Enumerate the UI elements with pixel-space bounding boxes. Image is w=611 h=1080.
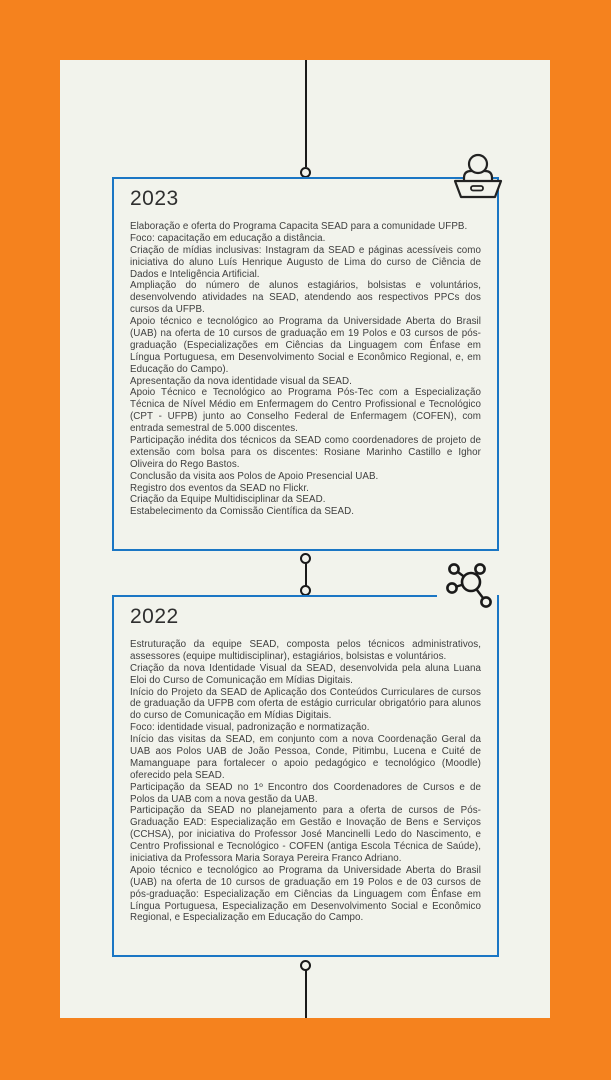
timeline-node — [300, 960, 311, 971]
year-title-2022: 2022 — [130, 605, 179, 628]
timeline-item: Apoio técnico e tecnológico ao Programa da Universidade Aberta do Brasil (UAB) na oferta de 10 cursos de graduação em 19 Polos e 03 cursos de pós-graduação (Especializações em Ciências da Linguagem com Ênfase em Língua Portuguesa, em Desenvolvimento Social e Econômico Regional, e, em Educação do Campo). — [130, 316, 481, 375]
year-box-2023 — [112, 177, 499, 551]
timeline-item: Foco: identidade visual, padronização e normatização. — [130, 722, 370, 734]
timeline-item: Apoio Técnico e Tecnológico ao Programa Pós-Tec com a Especialização Técnica de Nível Médio em Enfermagem do Centro Profissional e Tecnológico (CPT - UFPB) junto ao Conselho Federal de Enfermagem (COFEN), com entrada semestral de 5.000 discentes. — [130, 387, 481, 435]
timeline-item: Foco: capacitação em educação a distância. — [130, 232, 326, 244]
timeline-item: Conclusão da visita aos Polos de Apoio Presencial UAB. — [130, 470, 379, 482]
year-2023-items — [130, 221, 481, 518]
timeline-item: Início do Projeto da SEAD de Aplicação dos Conteúdos Curriculares de cursos de graduação da UFPB com oferta de estágio curricular obrigatório para alunos do curso de Comunicação em Mídias Digitais. — [130, 686, 481, 722]
timeline-item: Participação inédita dos técnicos da SEAD como coordenadores de projeto de extensão com bolsa para os discentes: Rosiane Marinho Castillo e Ighor Oliveira do Rego Bastos. — [130, 435, 481, 470]
timeline-item: Participação da SEAD no 1º Encontro dos Coordenadores de Cursos e de Polos da UAB com a nova gestão da UAB. — [130, 781, 481, 805]
timeline-item: Registro dos eventos da SEAD no Flickr. — [130, 482, 309, 494]
timeline-item: Apresentação da nova identidade visual da SEAD. — [130, 375, 352, 387]
timeline-line-top — [305, 60, 307, 167]
person-laptop-icon — [452, 150, 504, 202]
timeline-item: Estruturação da equipe SEAD, composta pelos técnicos administrativos, assessores (equipe multidisciplinar), estagiários, bolsistas e voluntários. — [130, 639, 481, 662]
timeline-line-bottom — [305, 970, 307, 1018]
timeline-item: Estabelecimento da Comissão Científica da SEAD. — [130, 506, 354, 518]
timeline-line-middle — [305, 562, 307, 586]
timeline-item: Elaboração e oferta do Programa Capacita SEAD para a comunidade UFPB. — [130, 221, 468, 232]
timeline-item: Ampliação do número de alunos estagiários, bolsistas e voluntários, desenvolvendo atividades na SEAD, atendendo aos respectivos PPCs dos cursos da UFPB. — [130, 280, 481, 316]
timeline-item: Criação de mídias inclusivas: Instagram da SEAD e páginas acessíveis como iniciativa do aluno Luís Henrique Augusto de Lima do curso de Ciência de Dados e Inteligência Artificial. — [130, 244, 481, 280]
year-2022-items — [130, 639, 481, 924]
timeline-item: Criação da nova Identidade Visual da SEAD, desenvolvida pela aluna Luana Eloi do Curso de Comunicação em Mídias Digitais. — [130, 662, 481, 686]
year-box-2022 — [112, 595, 499, 957]
timeline-item: Criação da Equipe Multidisciplinar da SEAD. — [130, 494, 326, 506]
network-icon — [437, 556, 497, 610]
timeline-item: Início das visitas da SEAD, em conjunto com a nova Coordenação Geral da UAB aos Polos UAB de João Pessoa, Conde, Pitimbu, Lucena e Cuité de Mamanguape para fortalecer o apoio pedagógico e tecnológico (Moodle) oferecido pela SEAD. — [130, 734, 481, 781]
timeline-item: Apoio técnico e tecnológico ao Programa da Universidade Aberta do Brasil (UAB) na oferta de 10 cursos de graduação em 19 Polos e de 03 cursos de pós-graduação: Especialização em Ciências da Linguagem com Ênfase em Língua Portuguesa, Especialização em Desenvolvimento Social e Econômico Regional, e Especialização em Educação do Campo. — [130, 864, 481, 924]
timeline-item: Participação da SEAD no planejamento para a oferta de cursos de Pós-Graduação EAD: Especialização em Gestão e Inovação de Bens e Serviços (CCHSA), por iniciativa do Professor José Mancinelli Ledo do Nascimento, e Centro Profissional e Tecnológico - COFEN (antiga Escola Técnica de Saúde), iniciativa da Professora Maria Soraya Pereira Franco Adriano. — [130, 805, 481, 865]
year-title-2023: 2023 — [130, 187, 179, 210]
